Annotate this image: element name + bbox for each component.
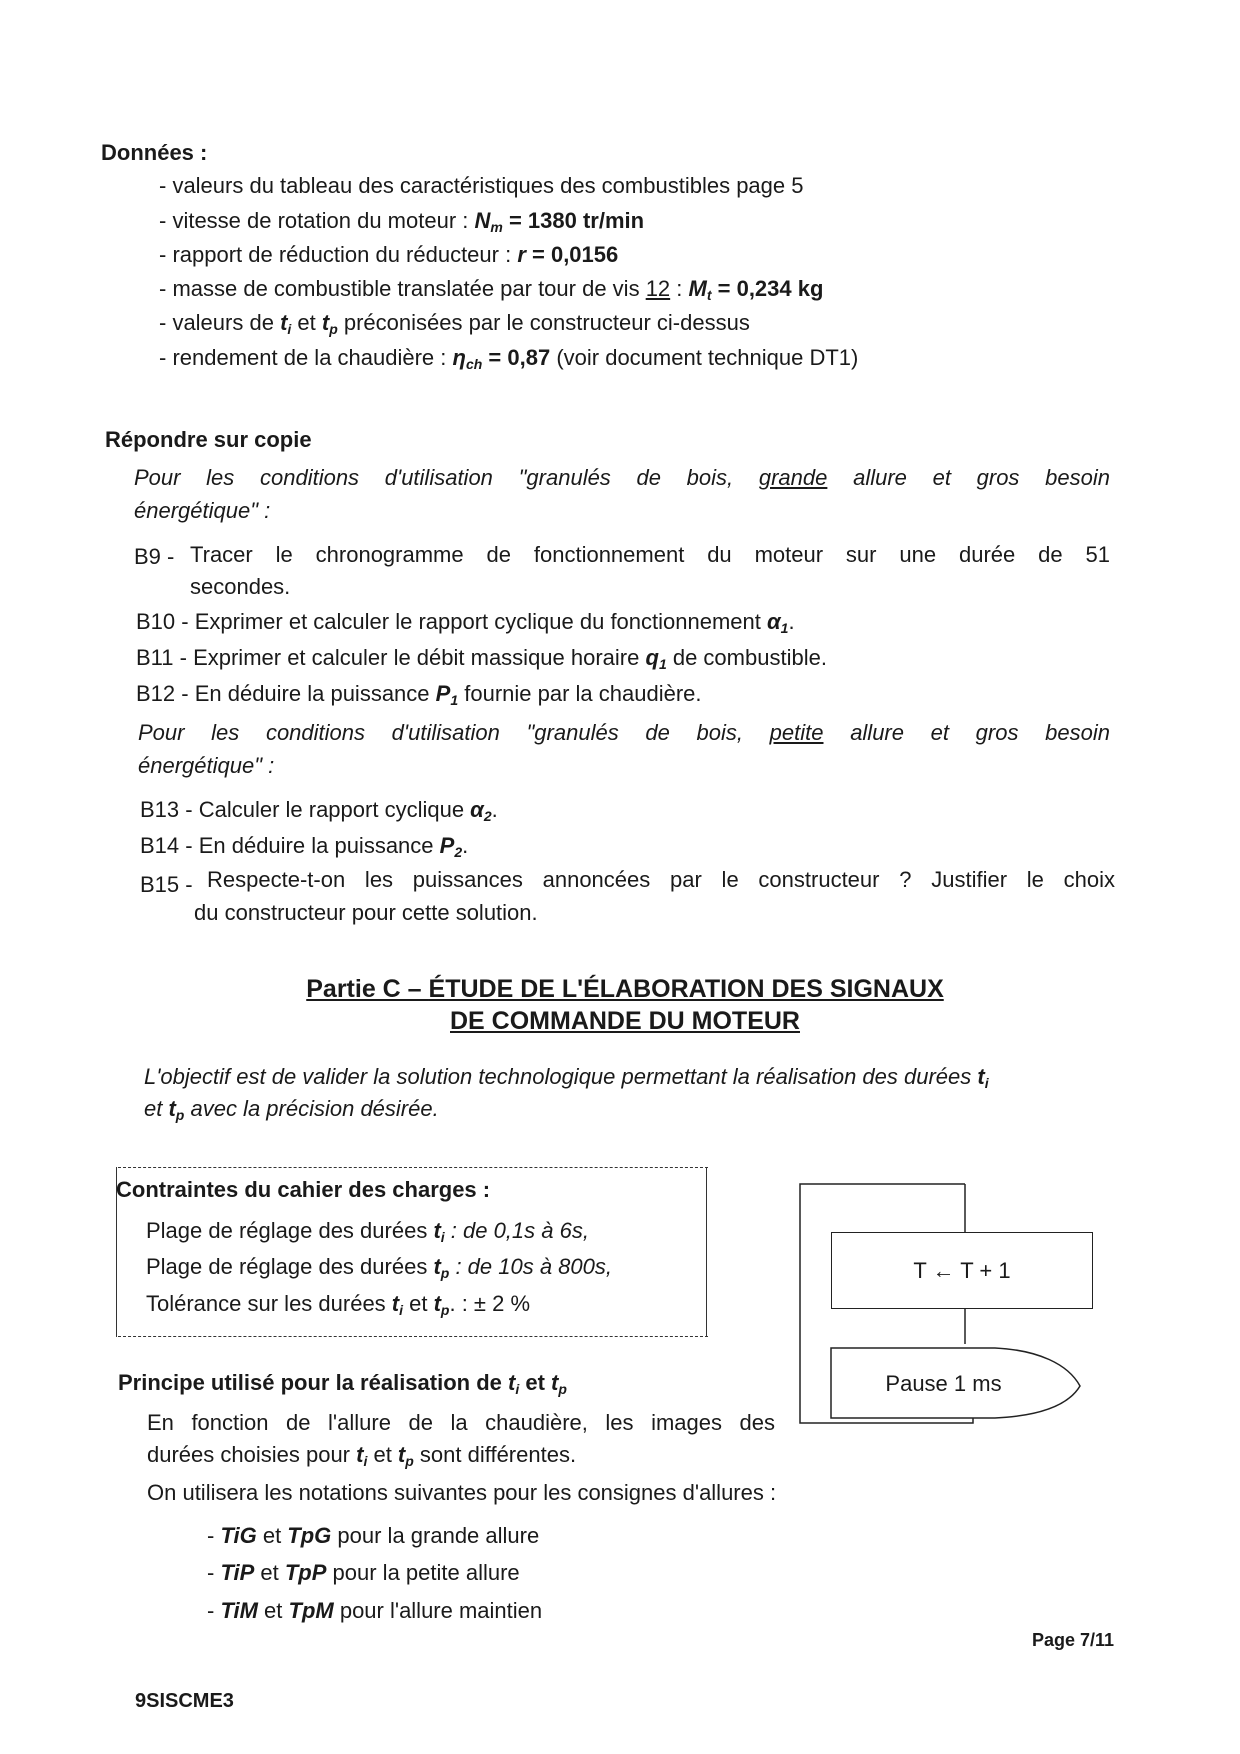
principe-line2-tp-symbol: t [397, 1442, 406, 1467]
alpha1-symbol: α [767, 609, 781, 634]
eta-subscript: ch [465, 356, 483, 372]
nm-subscript: m [490, 219, 503, 235]
eta-tail: (voir document technique DT1) [550, 345, 859, 370]
flowchart-increment-label: T ← T + 1 [913, 1258, 1011, 1283]
contraintes-line1-post: : de 0,1s à 6s, [444, 1218, 589, 1243]
objective-line1 [144, 1063, 989, 1091]
contraintes-ti2-symbol: t [391, 1291, 400, 1316]
question-b15-label: B15 - [140, 872, 193, 897]
contraintes-ti2-subscript: i [399, 1302, 404, 1318]
principe-tp-symbol: t [551, 1370, 559, 1395]
allure-item-petite-a: TiP [220, 1560, 255, 1585]
condition-2-line2: énergétique" : [138, 753, 275, 778]
condition-2-petite: petite [769, 720, 824, 745]
principe-title [118, 1369, 567, 1397]
contraintes-ti-symbol: t [433, 1218, 441, 1243]
question-b11-label: B11 - [136, 645, 187, 670]
allure-item-petite-tail: pour la petite allure [326, 1560, 520, 1585]
contraintes-title: Contraintes du cahier des charges : [116, 1177, 491, 1202]
principe-line2 [147, 1441, 576, 1469]
q1-subscript: 1 [658, 656, 667, 672]
p2-subscript: 2 [454, 844, 463, 860]
objective-line2-post: avec la précision désirée. [184, 1096, 439, 1121]
contraintes-tp-symbol: t [433, 1254, 441, 1279]
objective-ti-subscript: i [984, 1075, 989, 1091]
donnees-item-5-text: - valeurs de [159, 310, 281, 335]
principe-line2-pre: durées choisies pour [147, 1442, 357, 1467]
principe-line3: On utilisera les notations suivantes pour les consignes d'allures : [147, 1480, 777, 1505]
p1-subscript: 1 [450, 692, 459, 708]
donnees-item-6-text: - rendement de la chaudière : [159, 345, 453, 370]
question-b11 [136, 644, 827, 672]
donnees-item-5 [159, 309, 750, 337]
repondre-title: Répondre sur copie [105, 427, 312, 452]
mt-symbol: M [688, 276, 707, 301]
donnees-item-2 [159, 207, 644, 235]
condition-1-line1 [134, 464, 1110, 492]
ti-symbol: t [280, 310, 288, 335]
partie-c-title-main: ÉTUDE DE L'ÉLABORATION DES SIGNAUX [428, 975, 944, 1003]
flowchart-pause-label: Pause 1 ms [885, 1371, 1002, 1396]
question-b15-line1: Respecte-t-on les puissances annoncées par le constructeur ? Justifier le choix [207, 867, 1115, 892]
principe-line1: En fonction de l'allure de la chaudière, les images des [147, 1410, 775, 1435]
objective-tp-symbol: t [168, 1096, 176, 1121]
condition-1-grande: grande [758, 465, 828, 490]
r-symbol: r [517, 242, 526, 267]
question-b9-label: B9 - [134, 544, 175, 569]
alpha1-subscript: 1 [780, 620, 789, 636]
question-b9-line2: secondes. [190, 574, 291, 599]
tp-subscript: p [329, 321, 338, 337]
question-b13-text: Calculer le rapport cyclique [192, 797, 471, 822]
tp-symbol: t [321, 310, 330, 335]
contraintes-line2 [146, 1253, 612, 1281]
objective-ti-symbol: t [977, 1064, 985, 1089]
question-b13: B13 - Calculer le rapport cyclique $\alpha_2$. [140, 797, 498, 824]
principe-title-text: Principe utilisé pour la réalisation de [118, 1370, 508, 1395]
donnees-title: Données : [101, 140, 208, 165]
contraintes-tp-subscript: p [440, 1265, 450, 1281]
question-b14-text: En déduire la puissance [192, 833, 440, 858]
p1-symbol: P [435, 681, 451, 706]
p2-symbol: P [439, 833, 455, 858]
et-word: et [291, 310, 322, 335]
alpha2-symbol: α [470, 797, 484, 822]
donnees-item-1: - valeurs du tableau des caractéristiques des combustibles page 5 [159, 173, 804, 198]
nm-value: = 1380 tr/min [502, 208, 645, 233]
r-value: = 0,0156 [525, 242, 619, 267]
condition-1-a: Pour les conditions d'utilisation "granulés de bois, [134, 465, 734, 490]
question-b11-tail: de combustible. [666, 645, 827, 670]
donnees-item-6 [159, 344, 858, 372]
eta-symbol: η [452, 345, 466, 370]
objective-line2-pre: et [144, 1096, 169, 1121]
question-b11-text: Exprimer et calculer le débit massique horaire [186, 645, 646, 670]
principe-ti-subscript: i [515, 1381, 520, 1397]
contraintes-box-right [706, 1167, 707, 1337]
question-b9-line1: Tracer le chronogramme de fonctionnement du moteur sur une durée de 51 [190, 542, 1110, 567]
question-b12-tail: fournie par la chaudière. [458, 681, 702, 706]
donnees-item-3 [159, 241, 618, 269]
question-b13-label: B13 - [140, 797, 193, 822]
objective-line1-text: L'objectif est de valider la solution technologique permettant la réalisation des durées [144, 1064, 978, 1089]
question-b10-label: B10 - [136, 609, 189, 634]
allure-item-petite: - TiP et TpP pour la petite allure [207, 1560, 520, 1585]
contraintes-tp2-symbol: t [433, 1291, 441, 1316]
document-code: 9SISCME3 [135, 1690, 234, 1712]
donnees-item-4: - masse de combustible translatée par tour de vis 12 : $M_t = 0,234$ kg [159, 276, 824, 303]
principe-line2-et: et [367, 1442, 398, 1467]
question-b14-label: B14 - [140, 833, 193, 858]
contraintes-box-bottom [118, 1336, 708, 1337]
mt-value: = 0,234 kg [711, 276, 824, 301]
question-b15-line2: du constructeur pour cette solution. [194, 900, 538, 925]
principe-line2-tp-subscript: p [405, 1453, 414, 1469]
question-b14: B14 - En déduire la puissance $P_2$. [140, 833, 469, 860]
question-b10: B10 - Exprimer et calculer le rapport cyclique du fonctionnement $\alpha_1$. [136, 609, 795, 636]
tp-tail: préconisées par le constructeur ci-dessus [337, 310, 750, 335]
condition-2-line1 [138, 719, 1110, 747]
condition-2-b: allure et gros besoin [850, 720, 1110, 745]
donnees-item-2-text: - vitesse de rotation du moteur : [159, 208, 475, 233]
contraintes-tp2-subscript: p [440, 1302, 450, 1318]
principe-line2-ti-symbol: t [356, 1442, 364, 1467]
principe-line2-ti-subscript: i [363, 1453, 368, 1469]
donnees-item-3-text: - rapport de réduction du réducteur : [159, 242, 518, 267]
principe-line2-post: sont différentes. [413, 1442, 577, 1467]
condition-1-line2: énergétique" : [134, 498, 271, 523]
q1-symbol: q [645, 645, 659, 670]
alpha2-subscript: 2 [483, 808, 492, 824]
mt-subscript: t [706, 287, 712, 303]
principe-ti-symbol: t [508, 1370, 516, 1395]
contraintes-line3-pre: Tolérance sur les durées [146, 1291, 392, 1316]
ti-subscript: i [287, 321, 292, 337]
allure-item-maintien-b: TpM [288, 1598, 334, 1623]
question-b12-label: B12 - [136, 681, 189, 706]
page-number: Page 7/11 [1032, 1630, 1115, 1650]
allure-item-petite-b: TpP [284, 1560, 327, 1585]
question-b12 [136, 680, 702, 708]
condition-1-b: allure et gros besoin [853, 465, 1110, 490]
allure-item-maintien-tail: pour l'allure maintien [333, 1598, 543, 1623]
objective-tp-subscript: p [175, 1107, 185, 1123]
contraintes-line3-post: . : ± 2 % [449, 1291, 531, 1316]
vis-number: 12 [645, 276, 671, 301]
contraintes-et: et [403, 1291, 434, 1316]
condition-2-a: Pour les conditions d'utilisation "granulés de bois, [138, 720, 743, 745]
allure-item-maintien-a: TiM [220, 1598, 258, 1623]
allure-item-grande: - TiG et TpG pour la grande allure [207, 1523, 540, 1548]
eta-value: = 0,87 [482, 345, 551, 370]
principe-tp-subscript: p [558, 1381, 567, 1397]
contraintes-line2-post: : de 10s à 800s, [449, 1254, 612, 1279]
allure-item-grande-b: TpG [287, 1523, 332, 1548]
question-b10-text: Exprimer et calculer le rapport cyclique du fonctionnement [188, 609, 767, 634]
allure-item-grande-a: TiG [220, 1523, 257, 1548]
objective-line2 [144, 1095, 439, 1123]
contraintes-line3 [146, 1290, 530, 1318]
nm-symbol: N [474, 208, 491, 233]
contraintes-box-top [118, 1167, 708, 1168]
question-b12-text: En déduire la puissance [188, 681, 436, 706]
contraintes-ti-subscript: i [440, 1229, 445, 1245]
contraintes-line2-pre: Plage de réglage des durées [146, 1254, 434, 1279]
allure-item-grande-tail: pour la grande allure [331, 1523, 540, 1548]
partie-c-title-line2: DE COMMANDE DU MOTEUR [450, 1007, 800, 1035]
partie-c-title-prefix: Partie C – [306, 975, 429, 1003]
contraintes-line1 [146, 1217, 589, 1245]
partie-c-title-line1 [200, 973, 1050, 1005]
donnees-item-4-text: - masse de combustible translatée par tour de vis [159, 276, 646, 301]
allure-item-maintien: - TiM et TpM pour l'allure maintien [207, 1598, 543, 1623]
principe-et: et [519, 1370, 552, 1395]
contraintes-line1-pre: Plage de réglage des durées [146, 1218, 434, 1243]
